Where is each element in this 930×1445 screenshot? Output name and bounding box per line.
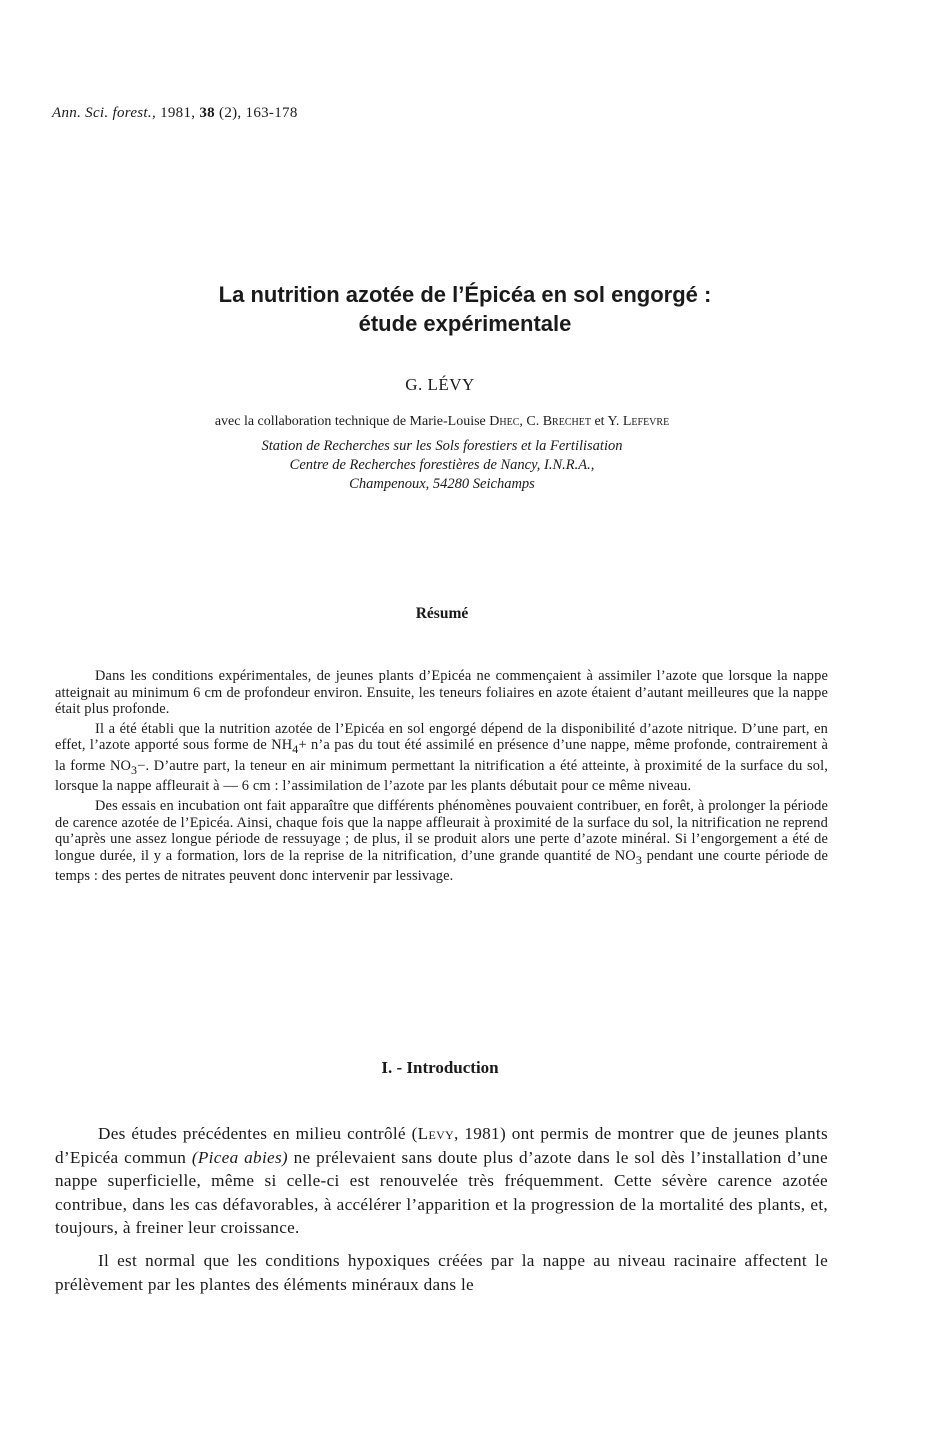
collab-name-3: Lefevre: [622, 414, 670, 429]
journal-citation: [52, 105, 298, 122]
section-heading-introduction: I. - Introduction: [381, 1058, 499, 1077]
collab-sep-2: et Y.: [590, 414, 623, 429]
citation-year: 1981,: [160, 105, 196, 121]
intro-paragraph: [55, 1122, 828, 1240]
intro-text: , 1981) ont permis de montrer que de jeunes plants d’Epicéa commun: [55, 1124, 828, 1167]
resume-paragraph: [55, 721, 828, 795]
collab-name-2: Brechet: [542, 414, 591, 429]
affiliation-line-1: Station de Recherches sur les Sols forestiers et la Fertilisation: [261, 438, 623, 454]
subscript: 3: [131, 762, 138, 777]
resume-paragraph: [55, 798, 828, 885]
title-line-1: La nutrition azotée de l’Épicéa en sol engorgé :: [218, 282, 712, 307]
intro-text: Des études précédentes en milieu contrôlé (: [98, 1124, 418, 1143]
author-name: G. LÉVY: [405, 375, 475, 394]
collab-prefix: avec la collaboration technique de Marie-Louise: [214, 414, 490, 429]
citation-issue-pages: (2), 163-178: [219, 105, 298, 121]
resume-text: pendant une courte période de temps : des pertes de nitrates peuvent donc intervenir par lessivage.: [55, 847, 828, 885]
species-name: (Picea abies): [191, 1147, 288, 1167]
resume-text: + n’a pas du tout été assimilé en présence d’une nappe, même profonde, contrairement à la forme NO: [55, 737, 829, 774]
intro-paragraph: Il est normal que les conditions hypoxiques créées par la nappe au niveau racinaire affectent le prélèvement par les plantes des éléments minéraux dans le: [55, 1250, 828, 1294]
affiliation-line-2: Centre de Recherches forestières de Nancy, I.N.R.A.,: [289, 457, 595, 473]
collab-name-1: Dhec: [489, 414, 520, 429]
citation-volume: 38: [199, 105, 215, 121]
citation-author: Levy: [417, 1124, 455, 1143]
intro-text: ne prélevaient sans doute plus d’azote dans le sol dès l’installation d’une nappe superficielle, même si celle-ci est renouvelée très fréquemment. Cette sévère carence azotée contribue, dans les cas défavorables, à accélérer l’apparition et la progression de la mortalité des plants, et, toujours, à freiner leur croissance.: [55, 1147, 828, 1238]
collaboration-credit: [0, 414, 884, 430]
resume-heading: Résumé: [415, 605, 469, 622]
affiliation: [0, 437, 884, 494]
resume-text: −. D’autre part, la teneur en air minimum permettant la nitrification a été atteinte, à proximité de la surface du sol, lorsque la nappe affleurait à — 6 cm : l’assimilation de l’azote par les plants débutait pour ce même niveau.: [55, 757, 828, 795]
subscript: 3: [635, 852, 642, 867]
subscript: 4: [292, 742, 299, 757]
affiliation-line-3: Champenoux, 54280 Seichamps: [349, 476, 535, 492]
introduction-body: [55, 1122, 828, 1305]
paper-title: [0, 280, 930, 338]
resume-paragraph: Dans les conditions expérimentales, de jeunes plants d’Epicéa ne commençaient à assimiler l’azote que lorsque la nappe atteignait au minimum 6 cm de profondeur environ. Ensuite, les teneurs foliaires en azote étaient d’autant meilleures que la nappe était plus profonde.: [55, 668, 828, 718]
resume-text: Il a été établi que la nutrition azotée de l’Epicéa en sol engorgé dépend de la disponibilité d’azote nitrique. D’une part, en effet, l’azote apporté sous forme de NH: [55, 720, 828, 754]
resume-body: [55, 668, 828, 888]
title-line-2: étude expérimentale: [358, 311, 572, 336]
resume-text: Des essais en incubation ont fait apparaître que différents phénomènes pouvaient contribuer, en forêt, à prolonger la période de carence azotée de l’Epicéa. Ainsi, chaque fois que la nappe affleurait à proximité de la surface du sol, la nitrification ne reprend qu’après une assez longue période de ressuyage ; de plus, il se produit alors une perte d’azote minéral. Si l’engorgement a été de longue durée, il y a formation, lors de la reprise de la nitrification, d’une grande quantité de NO: [55, 797, 828, 864]
journal-name: Ann. Sci. forest.,: [52, 105, 156, 121]
collab-sep-1: , C.: [519, 414, 543, 429]
